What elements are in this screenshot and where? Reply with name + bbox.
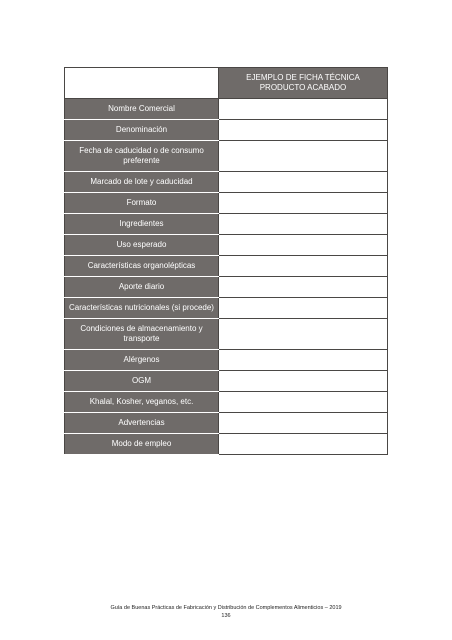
row-label: Aporte diario <box>65 277 219 298</box>
table-row <box>65 434 388 455</box>
row-value-cell[interactable] <box>219 350 388 371</box>
row-label: Características organolépticas <box>65 256 219 277</box>
table-row <box>65 277 388 298</box>
table-row <box>65 99 388 120</box>
page-footer <box>0 604 452 620</box>
row-label: Khalal, Kosher, veganos, etc. <box>65 392 219 413</box>
row-value-cell[interactable] <box>219 120 388 141</box>
table-row <box>65 235 388 256</box>
row-label: Ingredientes <box>65 214 219 235</box>
table-row <box>65 298 388 319</box>
row-label: Alérgenos <box>65 350 219 371</box>
table-row <box>65 413 388 434</box>
row-label-line-2: transporte <box>123 334 160 343</box>
row-label: Características nutricionales (si procede) <box>65 298 219 319</box>
table-row <box>65 193 388 214</box>
row-value-cell[interactable] <box>219 277 388 298</box>
row-value-cell[interactable] <box>219 99 388 120</box>
row-value-cell[interactable] <box>219 413 388 434</box>
table-header <box>219 68 388 99</box>
row-label: Nombre Comercial <box>65 99 219 120</box>
row-label-line-1: Condiciones de almacenamiento y <box>80 324 203 333</box>
row-value-cell[interactable] <box>219 434 388 455</box>
table-header-line-2: PRODUCTO ACABADO <box>259 83 347 92</box>
row-label: Formato <box>65 193 219 214</box>
table-row <box>65 319 388 350</box>
row-value-cell[interactable] <box>219 172 388 193</box>
row-value-cell[interactable] <box>219 298 388 319</box>
technical-sheet-table <box>64 67 388 455</box>
row-label: Modo de empleo <box>65 434 219 455</box>
row-value-cell[interactable] <box>219 319 388 350</box>
row-label: Uso esperado <box>65 235 219 256</box>
row-label: OGM <box>65 371 219 392</box>
row-value-cell[interactable] <box>219 235 388 256</box>
table-row <box>65 371 388 392</box>
table-row <box>65 214 388 235</box>
row-value-cell[interactable] <box>219 214 388 235</box>
row-label-line-2: preferente <box>123 156 160 165</box>
table-row <box>65 350 388 371</box>
row-label: Advertencias <box>65 413 219 434</box>
row-value-cell[interactable] <box>219 371 388 392</box>
row-label: Denominación <box>65 120 219 141</box>
row-value-cell[interactable] <box>219 193 388 214</box>
footer-text: Guía de Buenas Prácticas de Fabricación y Distribución de Complementos Alimenticios – 2019 <box>110 605 342 611</box>
row-value-cell[interactable] <box>219 141 388 172</box>
table-row <box>65 256 388 277</box>
table-row <box>65 141 388 172</box>
row-label <box>65 319 219 350</box>
page-number: 136 <box>221 613 231 619</box>
row-label: Marcado de lote y caducidad <box>65 172 219 193</box>
row-label-line-1: Fecha de caducidad o de consumo <box>79 146 204 155</box>
table-row <box>65 392 388 413</box>
row-value-cell[interactable] <box>219 392 388 413</box>
table-header-row <box>65 68 388 99</box>
table-header-line-1: EJEMPLO DE FICHA TÉCNICA <box>246 73 360 82</box>
table-row <box>65 172 388 193</box>
row-label <box>65 141 219 172</box>
table-row <box>65 120 388 141</box>
empty-corner-cell <box>65 68 219 99</box>
row-value-cell[interactable] <box>219 256 388 277</box>
